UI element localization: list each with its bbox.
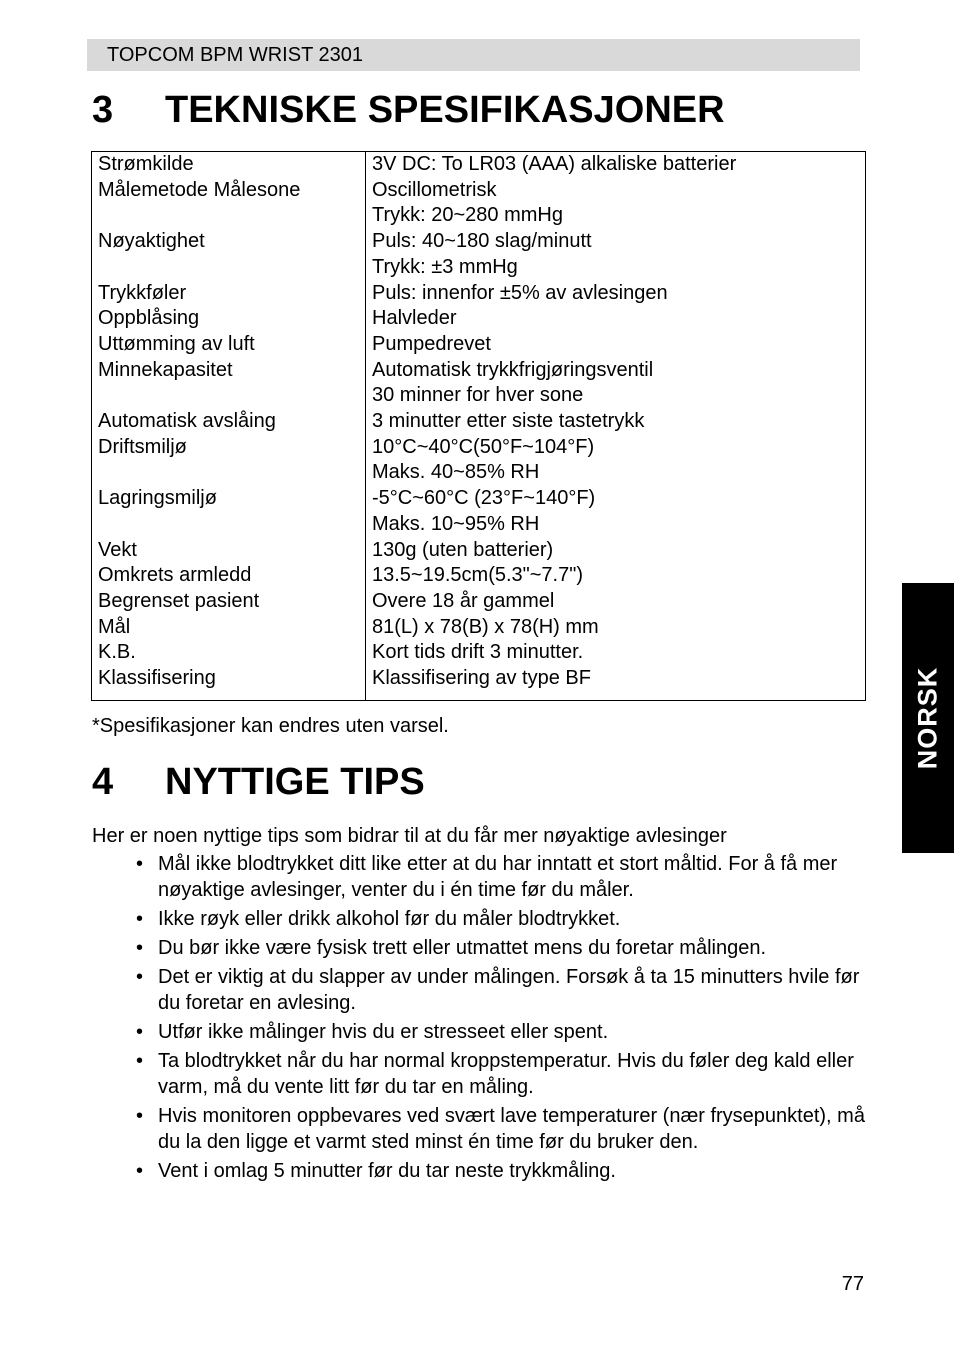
spec-label: Målemetode Målesone bbox=[98, 178, 301, 201]
tip-text: Utfør ikke målinger hvis du er stresseet eller spent. bbox=[158, 1021, 609, 1043]
spec-value-line: Overe 18 år gammel bbox=[372, 589, 555, 612]
tip-text: Hvis monitoren oppbevares ved svært lave temperaturer (nær frysepunktet), må du la den ligge et varmt sted minst én time før du bruker den. bbox=[158, 1105, 865, 1153]
tip-item bbox=[136, 1103, 876, 1155]
spec-value bbox=[372, 281, 668, 307]
tip-item bbox=[136, 1158, 876, 1184]
tip-item bbox=[136, 964, 876, 1016]
spec-value-line: Maks. 40~85% RH bbox=[372, 461, 540, 484]
spec-value bbox=[372, 435, 594, 486]
spec-label: Uttømming av luft bbox=[98, 332, 255, 355]
tips-list bbox=[136, 851, 876, 1187]
bullet-icon: • bbox=[136, 966, 144, 988]
tip-text: Vent i omlag 5 minutter før du tar neste trykkmåling. bbox=[158, 1160, 616, 1182]
spec-value bbox=[372, 152, 736, 178]
page-number: 77 bbox=[841, 1273, 864, 1295]
tip-item bbox=[136, 906, 876, 932]
tip-item bbox=[136, 1048, 876, 1100]
spec-label: Mål bbox=[98, 615, 131, 638]
tip-text: Ta blodtrykket når du har normal kroppstemperatur. Hvis du føler deg kald eller varm, må du vente litt før du tar en måling. bbox=[158, 1050, 854, 1098]
bullet-icon: • bbox=[136, 908, 144, 930]
running-header bbox=[87, 39, 860, 71]
spec-value-line: Pumpedrevet bbox=[372, 332, 491, 355]
spec-value-line: 30 minner for hver sone bbox=[372, 384, 584, 407]
section-4-title: NYTTIGE TIPS bbox=[165, 761, 425, 803]
bullet-icon: • bbox=[136, 937, 144, 959]
spec-value bbox=[372, 306, 456, 332]
spec-label: Trykkføler bbox=[98, 281, 187, 304]
language-tab-label: NORSK bbox=[912, 666, 943, 770]
tip-item bbox=[136, 851, 876, 903]
tip-text: Det er viktig at du slapper av under målingen. Forsøk å ta 15 minutters hvile før du foretar en avlesing. bbox=[158, 966, 860, 1014]
spec-value-line: Maks. 10~95% RH bbox=[372, 512, 540, 535]
spec-label: Minnekapasitet bbox=[98, 358, 233, 381]
section-3-title: TEKNISKE SPESIFIKASJONER bbox=[165, 89, 725, 131]
tip-item bbox=[136, 1019, 876, 1045]
spec-table bbox=[91, 151, 866, 701]
spec-label: Driftsmiljø bbox=[98, 435, 187, 458]
spec-value bbox=[372, 538, 553, 564]
spec-value-line: 10°C~40°C(50°F~104°F) bbox=[372, 435, 595, 458]
spec-value-line: 3 minutter etter siste tastetrykk bbox=[372, 410, 645, 432]
spec-label: Strømkilde bbox=[98, 153, 194, 175]
spec-value-line: Puls: 40~180 slag/minutt bbox=[372, 230, 592, 253]
spec-footnote: *Spesifikasjoner kan endres uten varsel. bbox=[92, 715, 449, 737]
section-3-number: 3 bbox=[92, 89, 114, 131]
tips-intro: Her er noen nyttige tips som bidrar til at du får mer nøyaktige avlesinger bbox=[92, 825, 727, 847]
spec-value bbox=[372, 178, 563, 229]
spec-label: K.B. bbox=[98, 641, 136, 664]
spec-label: Omkrets armledd bbox=[98, 564, 252, 587]
spec-value-line: -5°C~60°C (23°F~140°F) bbox=[372, 487, 596, 510]
spec-value-line: Automatisk trykkfrigjøringsventil bbox=[372, 358, 654, 381]
spec-label: Begrenset pasient bbox=[98, 589, 260, 612]
spec-value-line: Halvleder bbox=[372, 307, 457, 330]
spec-value bbox=[372, 409, 644, 435]
tip-text: Du bør ikke være fysisk trett eller utmattet mens du foretar målingen. bbox=[158, 937, 766, 959]
spec-value bbox=[372, 666, 591, 692]
spec-label: Oppblåsing bbox=[98, 307, 200, 330]
bullet-icon: • bbox=[136, 853, 144, 875]
spec-value-line: 13.5~19.5cm(5.3"~7.7") bbox=[372, 564, 583, 587]
tip-text: Mål ikke blodtrykket ditt like etter at du har inntatt et stort måltid. For å få mer nøyaktige avlesinger, venter du i én time før du måler. bbox=[158, 853, 838, 901]
spec-label: Automatisk avslåing bbox=[98, 410, 276, 432]
spec-value bbox=[372, 615, 599, 641]
spec-value-line: Puls: innenfor ±5% av avlesingen bbox=[372, 281, 668, 304]
spec-value-line: Kort tids drift 3 minutter. bbox=[372, 641, 584, 664]
language-side-tab bbox=[902, 583, 954, 853]
running-header-title: TOPCOM BPM WRIST 2301 bbox=[107, 44, 363, 66]
spec-label: Lagringsmiljø bbox=[98, 487, 217, 510]
spec-value-line: Trykk: ±3 mmHg bbox=[372, 255, 518, 278]
spec-value bbox=[372, 229, 592, 280]
section-4-heading bbox=[92, 760, 425, 804]
tip-text: Ikke røyk eller drikk alkohol før du måler blodtrykket. bbox=[158, 908, 621, 930]
spec-value-line: 3V DC: To LR03 (AAA) alkaliske batterier bbox=[372, 153, 737, 175]
spec-value bbox=[372, 486, 595, 537]
spec-value-line: 130g (uten batterier) bbox=[372, 538, 554, 561]
spec-value bbox=[372, 563, 583, 589]
spec-table-column-divider bbox=[365, 152, 366, 700]
spec-value-line: Klassifisering av type BF bbox=[372, 667, 591, 689]
spec-label: Nøyaktighet bbox=[98, 230, 205, 253]
spec-value-line: Trykk: 20~280 mmHg bbox=[372, 204, 563, 227]
spec-label: Vekt bbox=[98, 538, 137, 561]
spec-label: Klassifisering bbox=[98, 667, 216, 689]
bullet-icon: • bbox=[136, 1105, 144, 1127]
bullet-icon: • bbox=[136, 1160, 144, 1182]
spec-value bbox=[372, 332, 491, 358]
section-4-number: 4 bbox=[92, 761, 114, 803]
spec-value bbox=[372, 640, 583, 666]
section-3-heading bbox=[92, 88, 725, 132]
spec-value-line: 81(L) x 78(B) x 78(H) mm bbox=[372, 615, 599, 638]
tip-item bbox=[136, 935, 876, 961]
spec-value bbox=[372, 589, 554, 615]
bullet-icon: • bbox=[136, 1050, 144, 1072]
spec-value bbox=[372, 358, 653, 409]
spec-value-line: Oscillometrisk bbox=[372, 178, 497, 201]
bullet-icon: • bbox=[136, 1021, 144, 1043]
